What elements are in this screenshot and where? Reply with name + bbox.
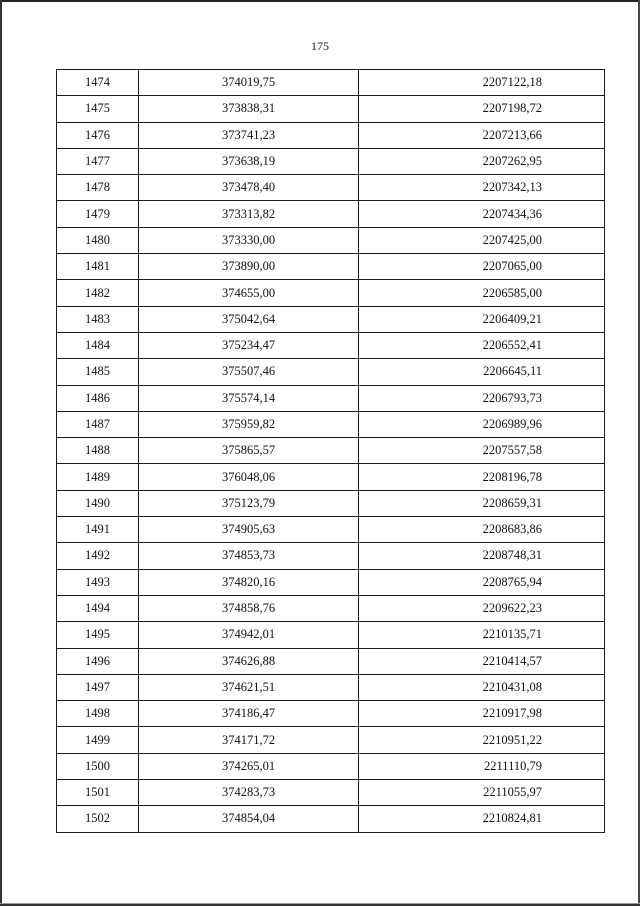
x-coordinate-cell: 374186,47 (139, 701, 359, 727)
x-coordinate-cell: 374171,72 (139, 727, 359, 753)
point-number-cell: 1481 (57, 254, 139, 280)
point-number-cell: 1486 (57, 385, 139, 411)
x-coordinate-cell: 375865,57 (139, 438, 359, 464)
table-row (57, 332, 605, 358)
point-number-cell: 1478 (57, 175, 139, 201)
point-number-cell: 1493 (57, 569, 139, 595)
page-border-top (0, 0, 640, 2)
point-number-cell: 1475 (57, 96, 139, 122)
x-coordinate-cell: 374626,88 (139, 648, 359, 674)
y-coordinate-cell: 2210414,57 (359, 648, 605, 674)
x-coordinate-cell: 374283,73 (139, 780, 359, 806)
x-coordinate-cell: 373478,40 (139, 175, 359, 201)
y-coordinate-cell: 2211055,97 (359, 780, 605, 806)
y-coordinate-cell: 2210917,98 (359, 701, 605, 727)
x-coordinate-cell: 374942,01 (139, 622, 359, 648)
y-coordinate-cell: 2206585,00 (359, 280, 605, 306)
table-row (57, 569, 605, 595)
y-coordinate-cell: 2207213,66 (359, 122, 605, 148)
y-coordinate-cell: 2206409,21 (359, 306, 605, 332)
point-number-cell: 1491 (57, 517, 139, 543)
x-coordinate-cell: 375042,64 (139, 306, 359, 332)
x-coordinate-cell: 374820,16 (139, 569, 359, 595)
table-row (57, 254, 605, 280)
point-number-cell: 1485 (57, 359, 139, 385)
point-number-cell: 1490 (57, 490, 139, 516)
x-coordinate-cell: 375234,47 (139, 332, 359, 358)
table-row (57, 490, 605, 516)
table-row (57, 806, 605, 832)
table-row (57, 359, 605, 385)
table-row (57, 411, 605, 437)
table-row (57, 306, 605, 332)
table-row (57, 438, 605, 464)
y-coordinate-cell: 2210431,08 (359, 674, 605, 700)
point-number-cell: 1494 (57, 595, 139, 621)
y-coordinate-cell: 2207425,00 (359, 227, 605, 253)
y-coordinate-cell: 2207198,72 (359, 96, 605, 122)
table-row (57, 122, 605, 148)
x-coordinate-cell: 375959,82 (139, 411, 359, 437)
table-row (57, 648, 605, 674)
y-coordinate-cell: 2207342,13 (359, 175, 605, 201)
point-number-cell: 1483 (57, 306, 139, 332)
point-number-cell: 1488 (57, 438, 139, 464)
page-number: 175 (311, 39, 329, 53)
y-coordinate-cell: 2206989,96 (359, 411, 605, 437)
y-coordinate-cell: 2210824,81 (359, 806, 605, 832)
page-border-left (0, 0, 2, 906)
table-row (57, 280, 605, 306)
point-number-cell: 1477 (57, 148, 139, 174)
point-number-cell: 1484 (57, 332, 139, 358)
x-coordinate-cell: 375507,46 (139, 359, 359, 385)
table-row (57, 385, 605, 411)
y-coordinate-cell: 2210135,71 (359, 622, 605, 648)
x-coordinate-cell: 374905,63 (139, 517, 359, 543)
x-coordinate-cell: 375123,79 (139, 490, 359, 516)
x-coordinate-cell: 374854,04 (139, 806, 359, 832)
x-coordinate-cell: 373741,23 (139, 122, 359, 148)
point-number-cell: 1497 (57, 674, 139, 700)
table-row (57, 464, 605, 490)
point-number-cell: 1489 (57, 464, 139, 490)
x-coordinate-cell: 373330,00 (139, 227, 359, 253)
table-row (57, 622, 605, 648)
x-coordinate-cell: 374621,51 (139, 674, 359, 700)
point-number-cell: 1495 (57, 622, 139, 648)
y-coordinate-cell: 2207122,18 (359, 70, 605, 96)
coordinates-table-body (57, 70, 605, 833)
x-coordinate-cell: 374019,75 (139, 70, 359, 96)
y-coordinate-cell: 2207262,95 (359, 148, 605, 174)
table-row (57, 701, 605, 727)
coordinates-table (56, 69, 605, 833)
point-number-cell: 1496 (57, 648, 139, 674)
y-coordinate-cell: 2209622,23 (359, 595, 605, 621)
table-row (57, 543, 605, 569)
y-coordinate-cell: 2207557,58 (359, 438, 605, 464)
y-coordinate-cell: 2206645,11 (359, 359, 605, 385)
y-coordinate-cell: 2207065,00 (359, 254, 605, 280)
table-row (57, 517, 605, 543)
table-row (57, 175, 605, 201)
y-coordinate-cell: 2208659,31 (359, 490, 605, 516)
y-coordinate-cell: 2210951,22 (359, 727, 605, 753)
y-coordinate-cell: 2207434,36 (359, 201, 605, 227)
table-row (57, 96, 605, 122)
point-number-cell: 1498 (57, 701, 139, 727)
x-coordinate-cell: 374265,01 (139, 753, 359, 779)
table-row (57, 201, 605, 227)
x-coordinate-cell: 373313,82 (139, 201, 359, 227)
x-coordinate-cell: 375574,14 (139, 385, 359, 411)
point-number-cell: 1476 (57, 122, 139, 148)
y-coordinate-cell: 2206552,41 (359, 332, 605, 358)
table-row (57, 70, 605, 96)
table-row (57, 727, 605, 753)
point-number-cell: 1501 (57, 780, 139, 806)
point-number-cell: 1480 (57, 227, 139, 253)
x-coordinate-cell: 374655,00 (139, 280, 359, 306)
point-number-cell: 1474 (57, 70, 139, 96)
point-number-cell: 1482 (57, 280, 139, 306)
point-number-cell: 1500 (57, 753, 139, 779)
point-number-cell: 1487 (57, 411, 139, 437)
point-number-cell: 1479 (57, 201, 139, 227)
y-coordinate-cell: 2211110,79 (359, 753, 605, 779)
table-row (57, 148, 605, 174)
x-coordinate-cell: 376048,06 (139, 464, 359, 490)
x-coordinate-cell: 374858,76 (139, 595, 359, 621)
table-row (57, 753, 605, 779)
y-coordinate-cell: 2208765,94 (359, 569, 605, 595)
point-number-cell: 1492 (57, 543, 139, 569)
x-coordinate-cell: 373638,19 (139, 148, 359, 174)
scan-edge-line (0, 903, 640, 904)
table-row (57, 595, 605, 621)
y-coordinate-cell: 2208748,31 (359, 543, 605, 569)
x-coordinate-cell: 374853,73 (139, 543, 359, 569)
table-row (57, 674, 605, 700)
point-number-cell: 1502 (57, 806, 139, 832)
x-coordinate-cell: 373838,31 (139, 96, 359, 122)
table-row (57, 780, 605, 806)
y-coordinate-cell: 2208196,78 (359, 464, 605, 490)
x-coordinate-cell: 373890,00 (139, 254, 359, 280)
y-coordinate-cell: 2208683,86 (359, 517, 605, 543)
table-row (57, 227, 605, 253)
point-number-cell: 1499 (57, 727, 139, 753)
y-coordinate-cell: 2206793,73 (359, 385, 605, 411)
